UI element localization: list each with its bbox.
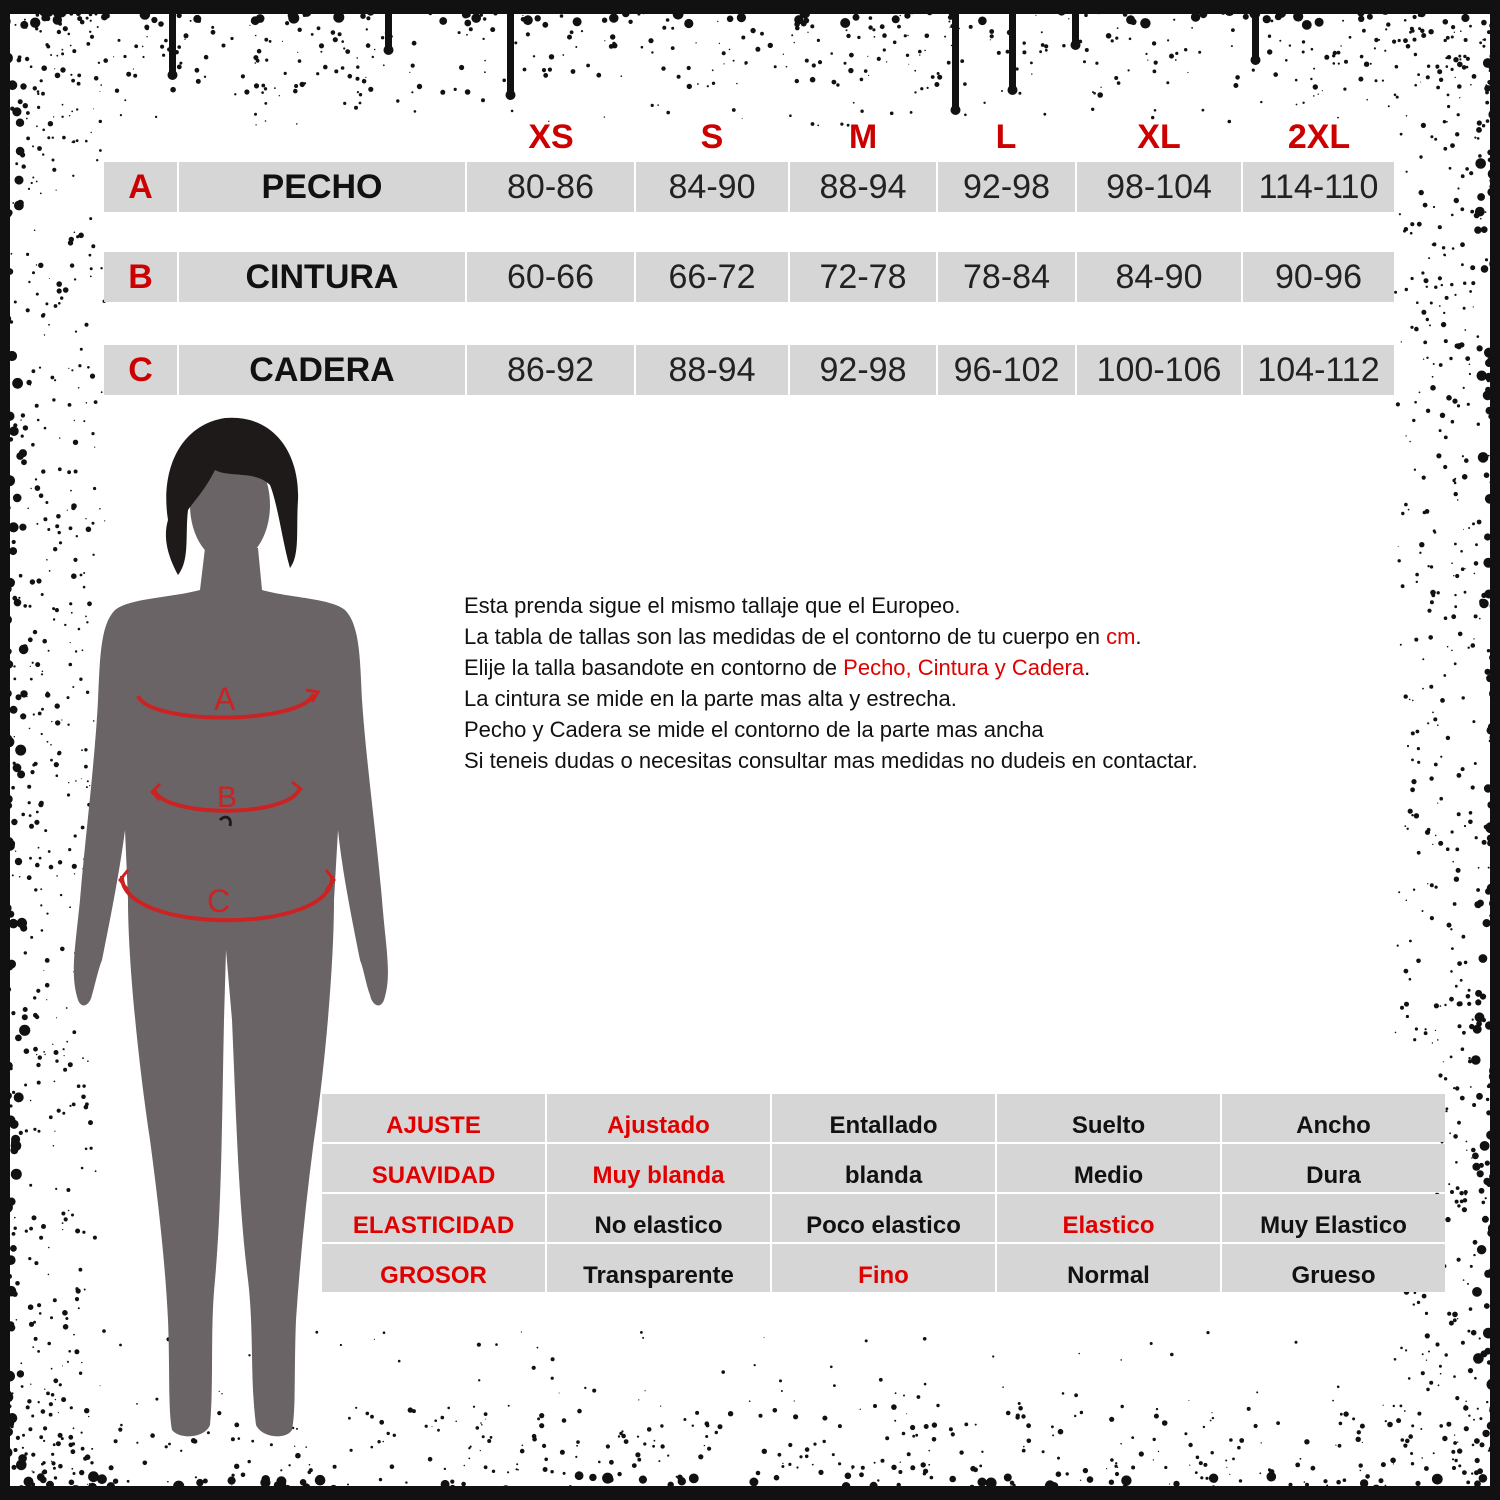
- measure-value: 60-66: [467, 252, 634, 302]
- measure-letter: C: [104, 345, 177, 395]
- measure-value: 80-86: [467, 162, 634, 212]
- property-option: Dura: [1222, 1144, 1445, 1192]
- size-header-2xl: 2XL: [1287, 118, 1351, 156]
- size-info-text: [464, 590, 1384, 776]
- property-label: SUAVIDAD: [322, 1144, 545, 1192]
- info-line: La cintura se mide en la parte mas alta y estrecha.: [464, 686, 957, 711]
- property-option: Entallado: [772, 1094, 995, 1142]
- measure-value: 72-78: [790, 252, 936, 302]
- measure-value: 88-94: [790, 162, 936, 212]
- measure-value: 90-96: [1243, 252, 1394, 302]
- measure-label: CINTURA: [179, 252, 465, 302]
- measure-value: 100-106: [1077, 345, 1241, 395]
- size-header-xs: XS: [528, 118, 574, 156]
- info-highlight: Pecho, Cintura y Cadera: [843, 655, 1085, 680]
- info-line: [464, 621, 1384, 652]
- marker-b: B: [217, 781, 238, 814]
- measure-value: 104-112: [1243, 345, 1394, 395]
- measure-value: 86-92: [467, 345, 634, 395]
- measure-row-pecho: [104, 162, 1394, 212]
- property-option: Fino: [772, 1244, 995, 1292]
- measure-label: CADERA: [179, 345, 465, 395]
- info-text: La tabla de tallas son las medidas de el contorno de tu cuerpo en: [464, 624, 1107, 649]
- property-option: Grueso: [1222, 1244, 1445, 1292]
- measure-letter: A: [104, 162, 177, 212]
- property-option: Muy Elastico: [1222, 1194, 1445, 1242]
- marker-c: C: [207, 883, 231, 919]
- size-header-s: S: [700, 118, 724, 156]
- measure-label: PECHO: [179, 162, 465, 212]
- property-label: ELASTICIDAD: [322, 1194, 545, 1242]
- property-option: Muy blanda: [547, 1144, 770, 1192]
- property-option: Normal: [997, 1244, 1220, 1292]
- property-option: No elastico: [547, 1194, 770, 1242]
- info-text: Elije la talla basandote en contorno de: [464, 655, 844, 680]
- property-option: blanda: [772, 1144, 995, 1192]
- garment-properties-table: [322, 1094, 1446, 1291]
- measure-value: 92-98: [790, 345, 936, 395]
- info-line: Esta prenda sigue el mismo tallaje que el Europeo.: [464, 593, 961, 618]
- measure-value: 84-90: [1077, 252, 1241, 302]
- property-option: Poco elastico: [772, 1194, 995, 1242]
- property-option: Suelto: [997, 1094, 1220, 1142]
- info-line: Si teneis dudas o necesitas consultar mas medidas no dudeis en contactar.: [464, 748, 1198, 773]
- measure-value: 114-110: [1243, 162, 1394, 212]
- measure-letter: B: [104, 252, 177, 302]
- measure-value: 66-72: [636, 252, 788, 302]
- measure-value: 78-84: [938, 252, 1075, 302]
- measure-value: 88-94: [636, 345, 788, 395]
- measure-row-cadera: [104, 345, 1394, 395]
- property-option: Medio: [997, 1144, 1220, 1192]
- info-highlight: cm: [1106, 624, 1136, 649]
- size-header-xl: XL: [1137, 118, 1181, 156]
- measure-row-cintura: [104, 252, 1394, 302]
- measure-value: 96-102: [938, 345, 1075, 395]
- measure-value: 98-104: [1077, 162, 1241, 212]
- property-option: Elastico: [997, 1194, 1220, 1242]
- property-option: Transparente: [547, 1244, 770, 1292]
- measure-value: 84-90: [636, 162, 788, 212]
- marker-a: A: [214, 681, 236, 717]
- info-text: .: [1084, 655, 1091, 680]
- measure-value: 92-98: [938, 162, 1075, 212]
- size-header-l: L: [995, 118, 1017, 156]
- info-text: .: [1135, 624, 1142, 649]
- property-label: AJUSTE: [322, 1094, 545, 1142]
- property-option: Ajustado: [547, 1094, 770, 1142]
- property-option: Ancho: [1222, 1094, 1445, 1142]
- property-label: GROSOR: [322, 1244, 545, 1292]
- body-figure-illustration: [60, 410, 400, 1460]
- info-line: Pecho y Cadera se mide el contorno de la parte mas ancha: [464, 717, 1044, 742]
- info-line: [464, 652, 1384, 683]
- size-header-m: M: [848, 118, 878, 156]
